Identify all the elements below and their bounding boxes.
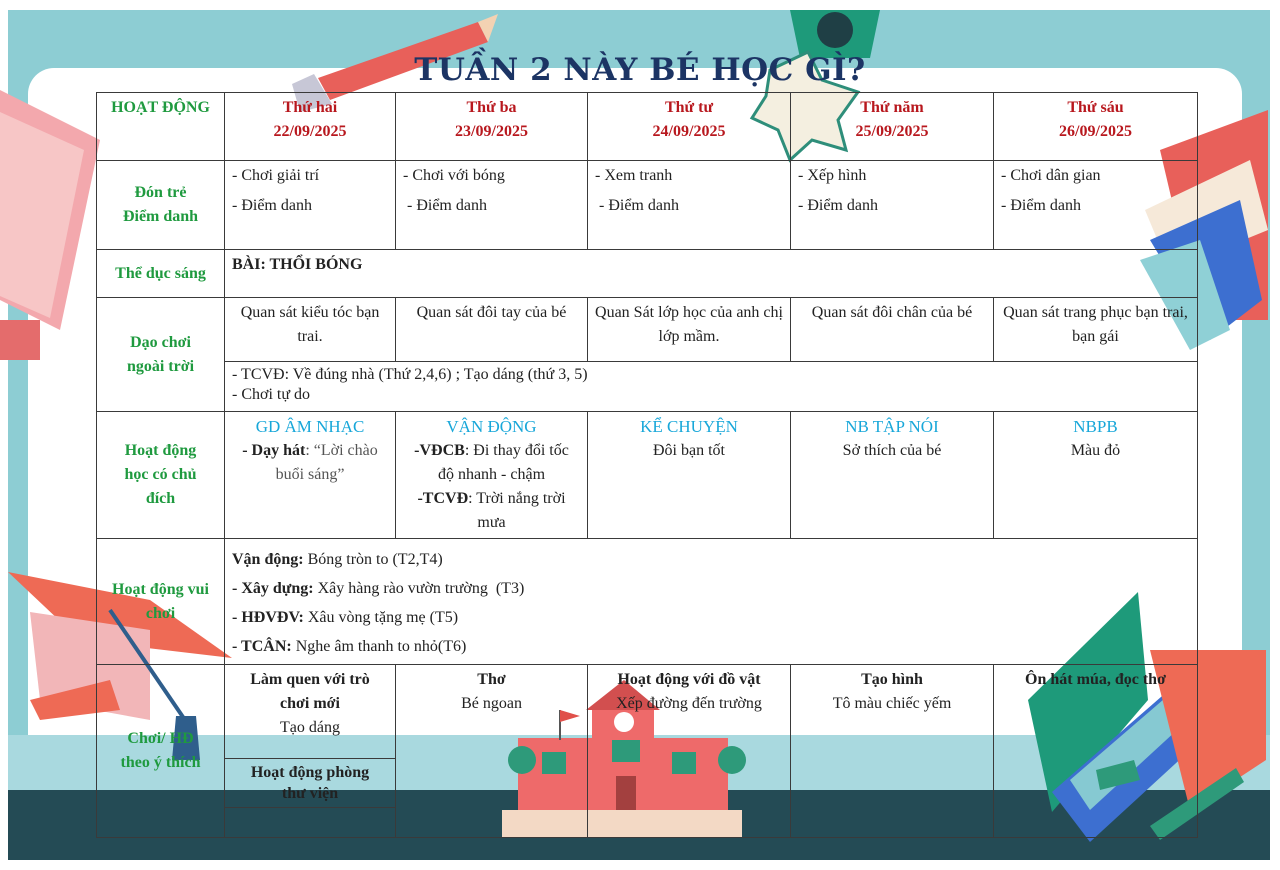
day-header-fri: Thứ sáu 26/09/2025	[994, 93, 1198, 161]
welcome-cell-thu: - Xếp hình - Điểm danh	[791, 161, 994, 250]
learning-cell-wed: KỂ CHUYỆN Đôi bạn tốt	[588, 412, 791, 539]
play-item: - HĐVĐV: Xâu vòng tặng mẹ (T5)	[232, 609, 459, 626]
row-label-outdoor: Dạo chơi ngoài trời	[97, 298, 225, 412]
corner-cell-tue: Thơ Bé ngoan	[396, 665, 588, 838]
outdoor-cell-wed: Quan Sát lớp học của anh chị lớp mầm.	[588, 298, 791, 362]
outdoor-cell-tue: Quan sát đôi tay của bé	[396, 298, 588, 362]
corner-cell-mon: Làm quen với trò chơi mới Tạo dáng	[225, 665, 396, 759]
row-label-welcome: Đón trẻ Điểm danh	[97, 161, 225, 250]
corner-blank-cell	[225, 808, 396, 838]
row-label-corner: Chơi/ HĐ theo ý thích	[97, 665, 225, 838]
row-label-learning: Hoạt động học có chủ đích	[97, 412, 225, 539]
corner-cell-fri: Ôn hát múa, đọc thơ	[994, 665, 1198, 838]
table-row-play	[97, 539, 1198, 665]
table-header-row	[97, 93, 1198, 161]
books-left-icon	[0, 90, 100, 360]
table-row-welcome	[97, 161, 1198, 250]
table-row-outdoor-common	[97, 362, 1198, 412]
day-header-wed: Thứ tư 24/09/2025	[588, 93, 791, 161]
learning-cell-tue: VẬN ĐỘNG -VĐCB: Đi thay đổi tốc độ nhanh - chậm -TCVĐ: Trời nắng trời mưa	[396, 412, 588, 539]
table-row-learning	[97, 412, 1198, 539]
row-label-play: Hoạt động vui chơi	[97, 539, 225, 665]
corner-library-cell: Hoạt động phòng thư viện	[225, 759, 396, 808]
day-header-thu: Thứ năm 25/09/2025	[791, 93, 994, 161]
table-row-morning-exercise	[97, 250, 1198, 298]
welcome-cell-tue: - Chơi với bóng - Điểm danh	[396, 161, 588, 250]
row-label-morning-exercise: Thể dục sáng	[97, 250, 225, 298]
outdoor-common: - TCVĐ: Về đúng nhà (Thứ 2,4,6) ; Tạo dáng (thứ 3, 5) - Chơi tự do	[225, 362, 1198, 412]
welcome-cell-wed: - Xem tranh - Điểm danh	[588, 161, 791, 250]
corner-cell-wed: Hoạt động với đồ vật Xếp đường đến trường	[588, 665, 791, 838]
schedule-table	[96, 92, 1198, 838]
learning-cell-fri: NBPB Màu đỏ	[994, 412, 1198, 539]
outdoor-cell-thu: Quan sát đôi chân của bé	[791, 298, 994, 362]
welcome-cell-fri: - Chơi dân gian - Điểm danh	[994, 161, 1198, 250]
play-item: - Xây dựng: Xây hàng rào vườn trường (T3)	[232, 580, 525, 597]
morning-exercise-content: BÀI: THỔI BÓNG	[225, 250, 1198, 298]
day-header-mon: Thứ hai 22/09/2025	[225, 93, 396, 161]
play-content	[225, 539, 1198, 665]
day-header-tue: Thứ ba 23/09/2025	[396, 93, 588, 161]
welcome-cell-mon: - Chơi giải trí - Điểm danh	[225, 161, 396, 250]
learning-cell-thu: NB TẬP NÓI Sở thích của bé	[791, 412, 994, 539]
page-title: TUẦN 2 NÀY BÉ HỌC GÌ?	[414, 52, 866, 88]
sharpener-icon	[790, 10, 880, 58]
outdoor-cell-fri: Quan sát trang phục bạn trai, bạn gái	[994, 298, 1198, 362]
play-item: - TCÂN: Nghe âm thanh to nhỏ(T6)	[232, 638, 467, 655]
corner-cell-thu: Tạo hình Tô màu chiếc yếm	[791, 665, 994, 838]
learning-cell-mon: GD ÂM NHẠC - Dạy hát: “Lời chào buổi sáng”	[225, 412, 396, 539]
outdoor-cell-mon: Quan sát kiểu tóc bạn trai.	[225, 298, 396, 362]
table-row-outdoor	[97, 298, 1198, 362]
activity-header: HOẠT ĐỘNG	[97, 93, 225, 161]
play-item: Vận động: Bóng tròn to (T2,T4)	[232, 551, 443, 568]
table-row-corner	[97, 665, 1198, 759]
